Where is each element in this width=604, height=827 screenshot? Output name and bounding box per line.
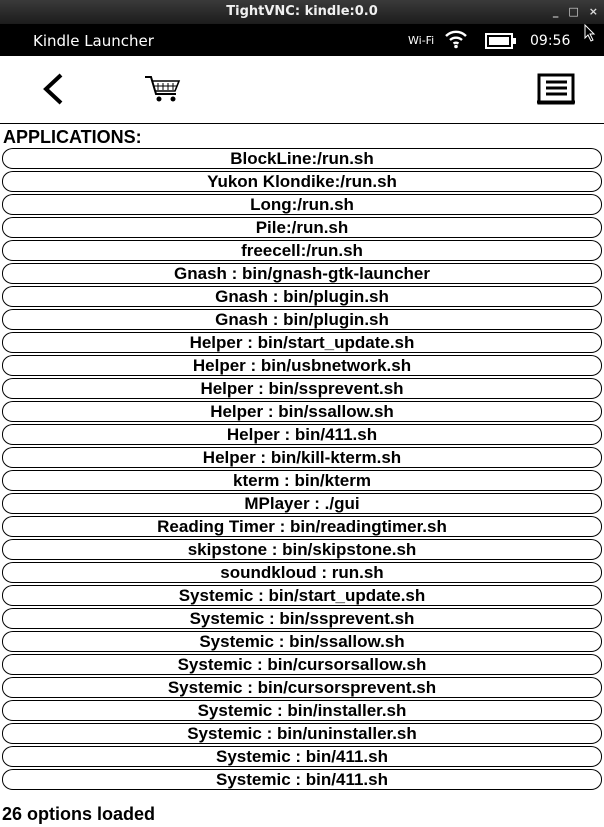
application-item[interactable]: soundkloud : run.sh <box>2 562 602 583</box>
application-item[interactable]: Systemic : bin/uninstaller.sh <box>2 723 602 744</box>
shopping-cart-icon[interactable] <box>144 74 182 104</box>
application-item[interactable]: Gnash : bin/gnash-gtk-launcher <box>2 263 602 284</box>
application-item[interactable]: BlockLine:/run.sh <box>2 148 602 169</box>
application-item[interactable]: Systemic : bin/installer.sh <box>2 700 602 721</box>
application-item[interactable]: kterm : bin/kterm <box>2 470 602 491</box>
wifi-icon <box>444 29 468 49</box>
application-item[interactable]: Systemic : bin/cursorsallow.sh <box>2 654 602 675</box>
application-item[interactable]: Systemic : bin/ssallow.sh <box>2 631 602 652</box>
application-item[interactable]: freecell:/run.sh <box>2 240 602 261</box>
application-item[interactable]: skipstone : bin/skipstone.sh <box>2 539 602 560</box>
status-bar-title: Kindle Launcher <box>33 32 154 50</box>
application-item[interactable]: Gnash : bin/plugin.sh <box>2 286 602 307</box>
application-item[interactable]: MPlayer : ./gui <box>2 493 602 514</box>
application-item[interactable]: Systemic : bin/cursorsprevent.sh <box>2 677 602 698</box>
list-menu-icon[interactable] <box>537 73 575 105</box>
application-item[interactable]: Pile:/run.sh <box>2 217 602 238</box>
vnc-window-titlebar[interactable] <box>0 0 604 24</box>
window-title: TightVNC: kindle:0.0 <box>226 4 378 19</box>
application-item[interactable]: Yukon Klondike:/run.sh <box>2 171 602 192</box>
minimize-button[interactable]: _ <box>552 5 559 18</box>
applications-heading: APPLICATIONS: <box>3 127 142 147</box>
battery-icon <box>485 33 517 49</box>
kindle-status-bar <box>0 24 604 56</box>
mouse-cursor-icon <box>584 24 596 42</box>
maximize-button[interactable]: □ <box>568 5 579 18</box>
application-item[interactable]: Helper : bin/ssprevent.sh <box>2 378 602 399</box>
chevron-left-icon[interactable] <box>40 72 66 106</box>
application-item[interactable]: Systemic : bin/411.sh <box>2 746 602 767</box>
application-item[interactable]: Systemic : bin/ssprevent.sh <box>2 608 602 629</box>
window-controls <box>553 0 598 24</box>
status-time: 09:56 <box>530 33 571 49</box>
application-item[interactable]: Reading Timer : bin/readingtimer.sh <box>2 516 602 537</box>
options-loaded-status: 26 options loaded <box>2 804 156 824</box>
application-item[interactable]: Helper : bin/411.sh <box>2 424 602 445</box>
application-item[interactable]: Helper : bin/usbnetwork.sh <box>2 355 602 376</box>
application-item[interactable]: Systemic : bin/start_update.sh <box>2 585 602 606</box>
application-item[interactable]: Helper : bin/ssallow.sh <box>2 401 602 422</box>
launcher-app <box>0 56 604 827</box>
application-item[interactable]: Helper : bin/kill-kterm.sh <box>2 447 602 468</box>
application-item[interactable]: Long:/run.sh <box>2 194 602 215</box>
close-button[interactable]: × <box>588 5 598 18</box>
toolbar <box>0 56 604 124</box>
application-item[interactable]: Helper : bin/start_update.sh <box>2 332 602 353</box>
application-item[interactable]: Gnash : bin/plugin.sh <box>2 309 602 330</box>
wifi-label: Wi-Fi <box>408 34 435 47</box>
application-item[interactable]: Systemic : bin/411.sh <box>2 769 602 790</box>
applications-list <box>2 148 602 792</box>
